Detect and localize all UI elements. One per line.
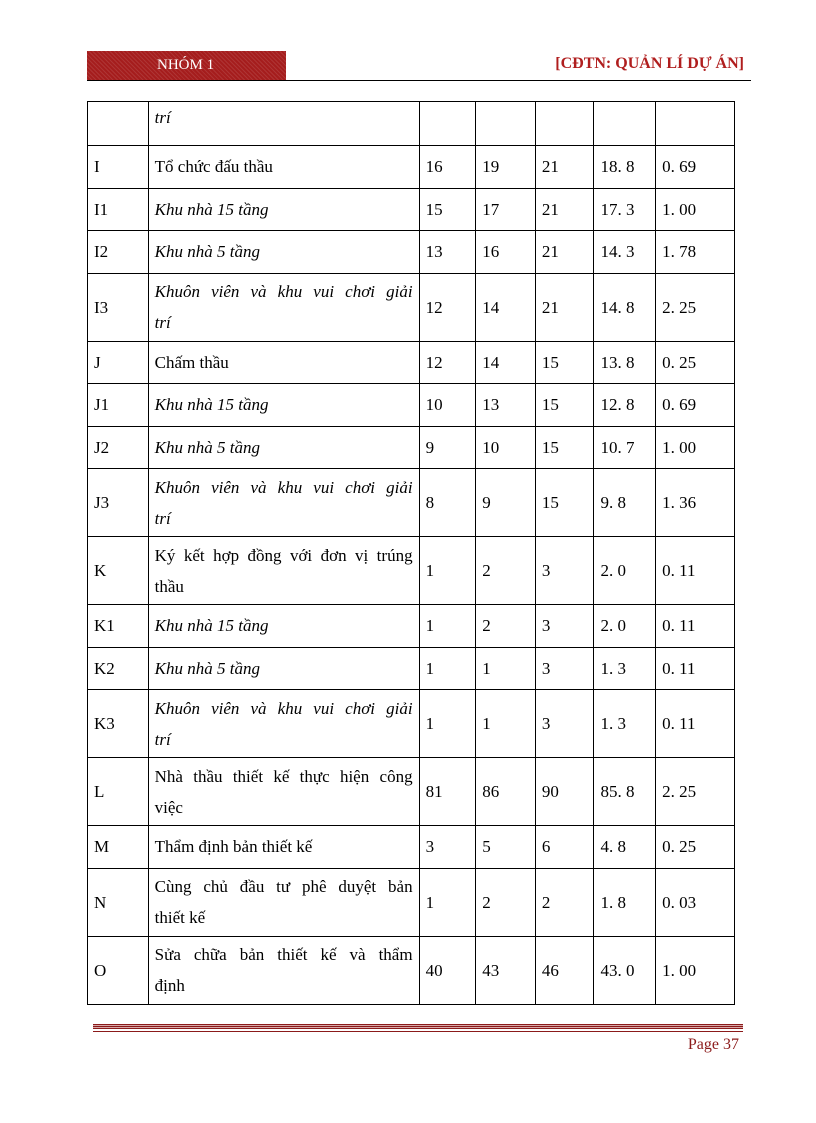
cell-id: N	[88, 868, 149, 936]
cell-b: 21	[535, 146, 594, 189]
cell-v	[656, 102, 735, 146]
cell-v: 1. 78	[656, 231, 735, 274]
cell-v: 1. 36	[656, 469, 735, 537]
cell-v: 0. 11	[656, 690, 735, 758]
estimate-table	[87, 101, 735, 1005]
cell-desc	[148, 469, 419, 537]
table-row	[88, 231, 735, 274]
cell-a: 1	[419, 605, 476, 648]
cell-e: 2. 0	[594, 537, 656, 605]
footer-rule	[93, 1024, 743, 1029]
cell-v: 0. 11	[656, 647, 735, 690]
cell-b: 3	[535, 537, 594, 605]
cell-id: K3	[88, 690, 149, 758]
table-row	[88, 758, 735, 826]
cell-m: 1	[476, 647, 536, 690]
cell-id: J3	[88, 469, 149, 537]
cell-m: 2	[476, 868, 536, 936]
cell-b: 21	[535, 273, 594, 341]
cell-b: 2	[535, 868, 594, 936]
cell-m: 43	[476, 936, 536, 1004]
cell-m: 86	[476, 758, 536, 826]
cell-b: 15	[535, 426, 594, 469]
cell-desc	[148, 537, 419, 605]
table-row	[88, 273, 735, 341]
cell-desc: Chấm thầu	[148, 341, 419, 384]
cell-a: 1	[419, 690, 476, 758]
cell-v: 1. 00	[656, 936, 735, 1004]
desc-line-2: thiết kế	[154, 908, 206, 927]
header-rule	[87, 80, 751, 81]
cell-m: 14	[476, 273, 536, 341]
cell-m: 1	[476, 690, 536, 758]
cell-b: 15	[535, 469, 594, 537]
desc-line-1: Nhà thầu thiết kế thực hiện công	[154, 766, 413, 786]
cell-a: 81	[419, 758, 476, 826]
cell-desc: Thẩm định bản thiết kế	[148, 826, 419, 869]
cell-a: 3	[419, 826, 476, 869]
header-group-label: NHÓM 1	[87, 51, 286, 80]
cell-b: 3	[535, 690, 594, 758]
cell-a: 10	[419, 384, 476, 427]
cell-a: 16	[419, 146, 476, 189]
cell-v: 0. 25	[656, 341, 735, 384]
table-row	[88, 469, 735, 537]
cell-a: 12	[419, 273, 476, 341]
table-row	[88, 188, 735, 231]
cell-id: K1	[88, 605, 149, 648]
cell-id: J1	[88, 384, 149, 427]
cell-desc: Khu nhà 5 tầng	[148, 647, 419, 690]
table-row	[88, 690, 735, 758]
cell-id	[88, 102, 149, 146]
table-row	[88, 605, 735, 648]
cell-desc	[148, 758, 419, 826]
desc-line-2: định	[154, 976, 185, 995]
cell-e: 17. 3	[594, 188, 656, 231]
cell-a: 1	[419, 537, 476, 605]
cell-desc: trí	[148, 102, 419, 146]
desc-line-1: Khuôn viên và khu vui chơi giải	[154, 698, 413, 718]
cell-b: 21	[535, 188, 594, 231]
cell-v: 0. 11	[656, 537, 735, 605]
cell-v: 1. 00	[656, 188, 735, 231]
cell-m: 2	[476, 537, 536, 605]
cell-e: 14. 3	[594, 231, 656, 274]
cell-id: I2	[88, 231, 149, 274]
cell-m	[476, 102, 536, 146]
cell-id: J	[88, 341, 149, 384]
footer-rule-thin	[93, 1031, 743, 1032]
cell-m: 13	[476, 384, 536, 427]
cell-a	[419, 102, 476, 146]
cell-b: 15	[535, 384, 594, 427]
cell-desc: Tổ chức đấu thầu	[148, 146, 419, 189]
cell-a: 1	[419, 647, 476, 690]
cell-e: 12. 8	[594, 384, 656, 427]
cell-a: 1	[419, 868, 476, 936]
table-row	[88, 868, 735, 936]
desc-line-2: thầu	[154, 576, 184, 596]
cell-desc: Khu nhà 15 tầng	[148, 384, 419, 427]
cell-e: 10. 7	[594, 426, 656, 469]
cell-v: 2. 25	[656, 758, 735, 826]
cell-m: 10	[476, 426, 536, 469]
cell-m: 17	[476, 188, 536, 231]
cell-e: 9. 8	[594, 469, 656, 537]
cell-m: 14	[476, 341, 536, 384]
cell-v: 0. 25	[656, 826, 735, 869]
table-row	[88, 647, 735, 690]
cell-b: 46	[535, 936, 594, 1004]
cell-v: 0. 03	[656, 868, 735, 936]
cell-id: I1	[88, 188, 149, 231]
cell-desc	[148, 690, 419, 758]
cell-m: 5	[476, 826, 536, 869]
cell-b: 21	[535, 231, 594, 274]
cell-v: 1. 00	[656, 426, 735, 469]
cell-e: 14. 8	[594, 273, 656, 341]
cell-b: 6	[535, 826, 594, 869]
desc-line-2: trí	[154, 313, 171, 332]
desc-line-2: trí	[154, 508, 171, 528]
cell-e: 2. 0	[594, 605, 656, 648]
cell-b	[535, 102, 594, 146]
desc-line-1: Cùng chủ đầu tư phê duyệt bản	[154, 877, 413, 896]
cell-desc	[148, 868, 419, 936]
cell-a: 13	[419, 231, 476, 274]
cell-id: I3	[88, 273, 149, 341]
cell-m: 19	[476, 146, 536, 189]
table-row	[88, 426, 735, 469]
cell-id: I	[88, 146, 149, 189]
desc-line-1: Ký kết hợp đồng với đơn vị trúng	[154, 545, 413, 565]
desc-line-1: Sửa chữa bản thiết kế và thẩm	[154, 945, 413, 964]
header-title: [CĐTN: QUẢN LÍ DỰ ÁN]	[555, 55, 744, 72]
cell-id: M	[88, 826, 149, 869]
cell-b: 15	[535, 341, 594, 384]
cell-e: 1. 8	[594, 868, 656, 936]
desc-line-1: Khuôn viên và khu vui chơi giải	[154, 477, 413, 497]
cell-e: 4. 8	[594, 826, 656, 869]
table-row	[88, 936, 735, 1004]
cell-e: 18. 8	[594, 146, 656, 189]
cell-b: 90	[535, 758, 594, 826]
cell-desc	[148, 273, 419, 341]
table-row	[88, 341, 735, 384]
cell-e: 13. 8	[594, 341, 656, 384]
cell-e: 85. 8	[594, 758, 656, 826]
cell-e: 43. 0	[594, 936, 656, 1004]
cell-a: 40	[419, 936, 476, 1004]
cell-a: 15	[419, 188, 476, 231]
cell-v: 0. 69	[656, 384, 735, 427]
cell-b: 3	[535, 605, 594, 648]
desc-line-1: Khuôn viên và khu vui chơi giải	[154, 282, 413, 301]
cell-desc	[148, 936, 419, 1004]
cell-desc: Khu nhà 15 tầng	[148, 605, 419, 648]
cell-id: K	[88, 537, 149, 605]
cell-v: 0. 11	[656, 605, 735, 648]
cell-v: 2. 25	[656, 273, 735, 341]
desc-line-2: việc	[154, 797, 183, 817]
cell-desc: Khu nhà 5 tầng	[148, 426, 419, 469]
cell-id: O	[88, 936, 149, 1004]
table-row	[88, 537, 735, 605]
table-row	[88, 384, 735, 427]
page-number: Page 37	[687, 1036, 739, 1053]
table-row	[88, 102, 735, 146]
table-row	[88, 146, 735, 189]
cell-a: 12	[419, 341, 476, 384]
cell-id: L	[88, 758, 149, 826]
desc-line-2: trí	[154, 729, 171, 749]
cell-v: 0. 69	[656, 146, 735, 189]
cell-b: 3	[535, 647, 594, 690]
cell-a: 9	[419, 426, 476, 469]
cell-m: 16	[476, 231, 536, 274]
cell-m: 2	[476, 605, 536, 648]
cell-e	[594, 102, 656, 146]
cell-id: K2	[88, 647, 149, 690]
table-row	[88, 826, 735, 869]
cell-desc: Khu nhà 15 tầng	[148, 188, 419, 231]
cell-desc: Khu nhà 5 tầng	[148, 231, 419, 274]
cell-m: 9	[476, 469, 536, 537]
cell-e: 1. 3	[594, 647, 656, 690]
cell-id: J2	[88, 426, 149, 469]
cell-a: 8	[419, 469, 476, 537]
cell-e: 1. 3	[594, 690, 656, 758]
